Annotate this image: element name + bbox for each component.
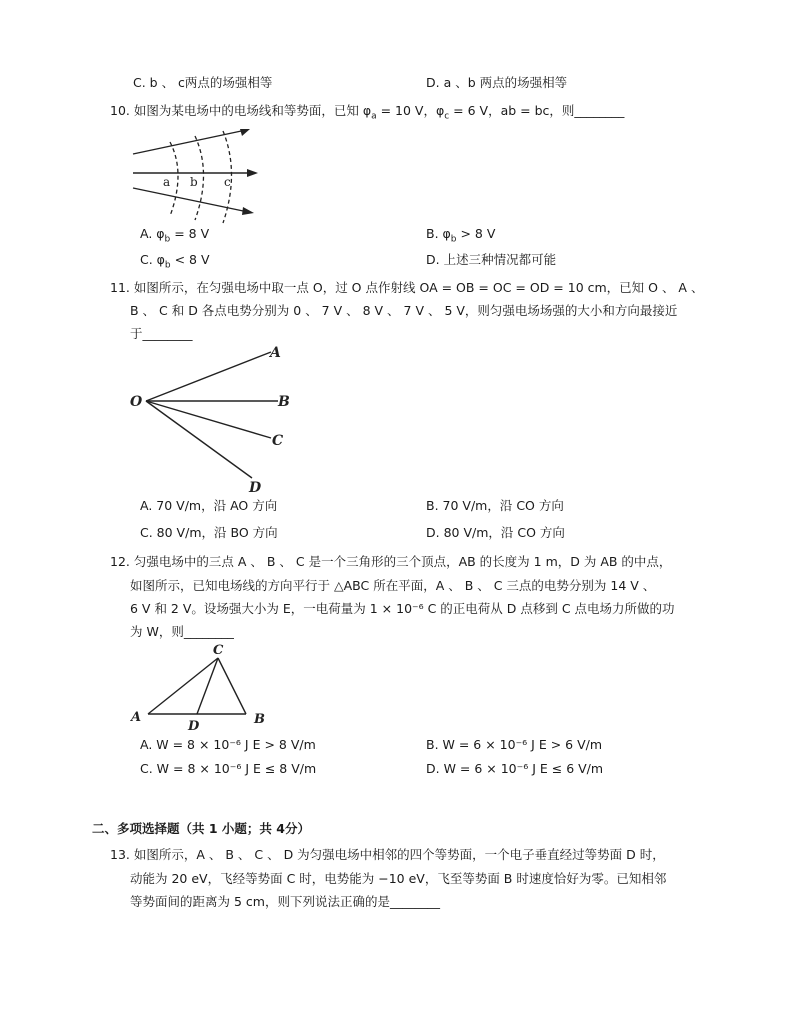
q12-number: 12. — [110, 554, 130, 569]
q12-figure — [128, 641, 278, 735]
q10-option-d: D. 上述三种情况都可能 — [426, 252, 557, 267]
q10-label-c: c — [224, 175, 231, 189]
q12-label-D: D — [188, 719, 200, 734]
q13-number: 13. — [110, 847, 130, 862]
q11-label-O: O — [130, 394, 143, 410]
q11-option-b: B. 70 V/m，沿 CO 方向 — [426, 498, 564, 513]
section-title: 二、多项选择题（共 1 小题；共 4分） — [92, 821, 310, 836]
q13-line1-text: 如图所示，A 、 B 、 C 、 D 为匀强电场中相邻的四个等势面，一个电子垂直经过等势面 D 时， — [133, 847, 665, 862]
q13-line3: 等势面间的距离为 5 cm，则下列说法正确的是________ — [130, 894, 440, 909]
q12-label-A: A — [131, 710, 142, 725]
q11-line2: B 、 C 和 D 各点电势分别为 0 、 7 V 、 8 V 、 7 V 、 5 V，则匀强电场场强的大小和方向最接近 — [130, 303, 678, 318]
q10-opt-b-sub: b — [450, 234, 457, 245]
q10-opt-b-pre: B. φ — [426, 226, 451, 241]
q12-line1-text: 匀强电场中的三点 A 、 B 、 C 是一个三角形的三个顶点，AB 的长度为 1 m，D 为 AB 的中点， — [133, 554, 672, 569]
q12-label-C: C — [213, 643, 224, 658]
q10-opt-a-post: = 8 V — [170, 226, 210, 241]
q10-stem-c: = 6 V，ab = bc，则________ — [449, 103, 625, 118]
q11-number: 11. — [110, 280, 130, 295]
q10-sub-a: a — [371, 111, 377, 122]
q10-label-a: a — [163, 175, 171, 189]
q12-option-c: C. W = 8 × 10⁻⁶ J E ≤ 8 V/m — [140, 761, 317, 776]
q11-option-a: A. 70 V/m，沿 AO 方向 — [140, 498, 278, 513]
q12-line4: 为 W，则________ — [130, 624, 234, 639]
q12-option-b: B. W = 6 × 10⁻⁶ J E > 6 V/m — [426, 737, 603, 752]
q12-line3: 6 V 和 2 V。设场强大小为 E，一电荷量为 1 × 10⁻⁶ C 的正电荷从 D 点移到 C 点电场力所做的功 — [130, 601, 675, 616]
q10-stem-b: = 10 V，φ — [376, 103, 445, 118]
q12-line2: 如图所示，已知电场线的方向平行于 △ABC 所在平面，A 、 B 、 C 三点的电势分别为 14 V 、 — [130, 578, 656, 593]
q9-option-d: D. a 、b 两点的场强相等 — [426, 75, 568, 90]
q10-opt-a-sub: b — [164, 234, 171, 245]
q11-line3: 于________ — [130, 326, 193, 341]
q9-option-c: C. b 、 c两点的场强相等 — [133, 75, 273, 90]
q11-label-B: B — [278, 394, 290, 410]
q13-line1 — [110, 846, 665, 864]
q10-opt-c-post: < 8 V — [170, 252, 210, 267]
q10-label-b: b — [190, 175, 198, 189]
q10-opt-c-pre: C. φ — [140, 252, 165, 267]
q12-option-a: A. W = 8 × 10⁻⁶ J E > 8 V/m — [140, 737, 316, 752]
q10-opt-a-pre: A. φ — [140, 226, 165, 241]
q11-line1-text: 如图所示，在匀强电场中取一点 O，过 O 点作射线 OA = OB = OC = OD = 10 cm，已知 O 、 A 、 — [133, 280, 704, 295]
q10-option-c — [140, 251, 210, 275]
q11-label-D: D — [249, 480, 262, 495]
q11-line1 — [110, 279, 703, 297]
q10-opt-c-sub: b — [164, 260, 171, 271]
q13-line2: 动能为 20 eV，飞经等势面 C 时，电势能为 −10 eV，飞至等势面 B 时速度恰好为零。已知相邻 — [130, 871, 667, 886]
q12-line1 — [110, 553, 671, 571]
q10-option-b — [426, 225, 495, 249]
q10-option-a — [140, 225, 209, 249]
q12-label-B: B — [254, 712, 265, 727]
q11-option-d: D. 80 V/m，沿 CO 方向 — [426, 525, 565, 540]
q10-number: 10. — [110, 103, 130, 118]
q11-option-c: C. 80 V/m，沿 BO 方向 — [140, 525, 278, 540]
q10-figure — [128, 128, 268, 224]
q10-opt-b-post: > 8 V — [456, 226, 496, 241]
q10-stem — [110, 102, 624, 126]
q12-option-d: D. W = 6 × 10⁻⁶ J E ≤ 6 V/m — [426, 761, 604, 776]
q10-sub-c: c — [444, 111, 450, 122]
q11-label-A: A — [270, 345, 281, 361]
q11-label-C: C — [272, 433, 284, 449]
q11-figure — [128, 343, 298, 495]
q10-stem-a: 如图为某电场中的电场线和等势面，已知 φ — [133, 103, 372, 118]
